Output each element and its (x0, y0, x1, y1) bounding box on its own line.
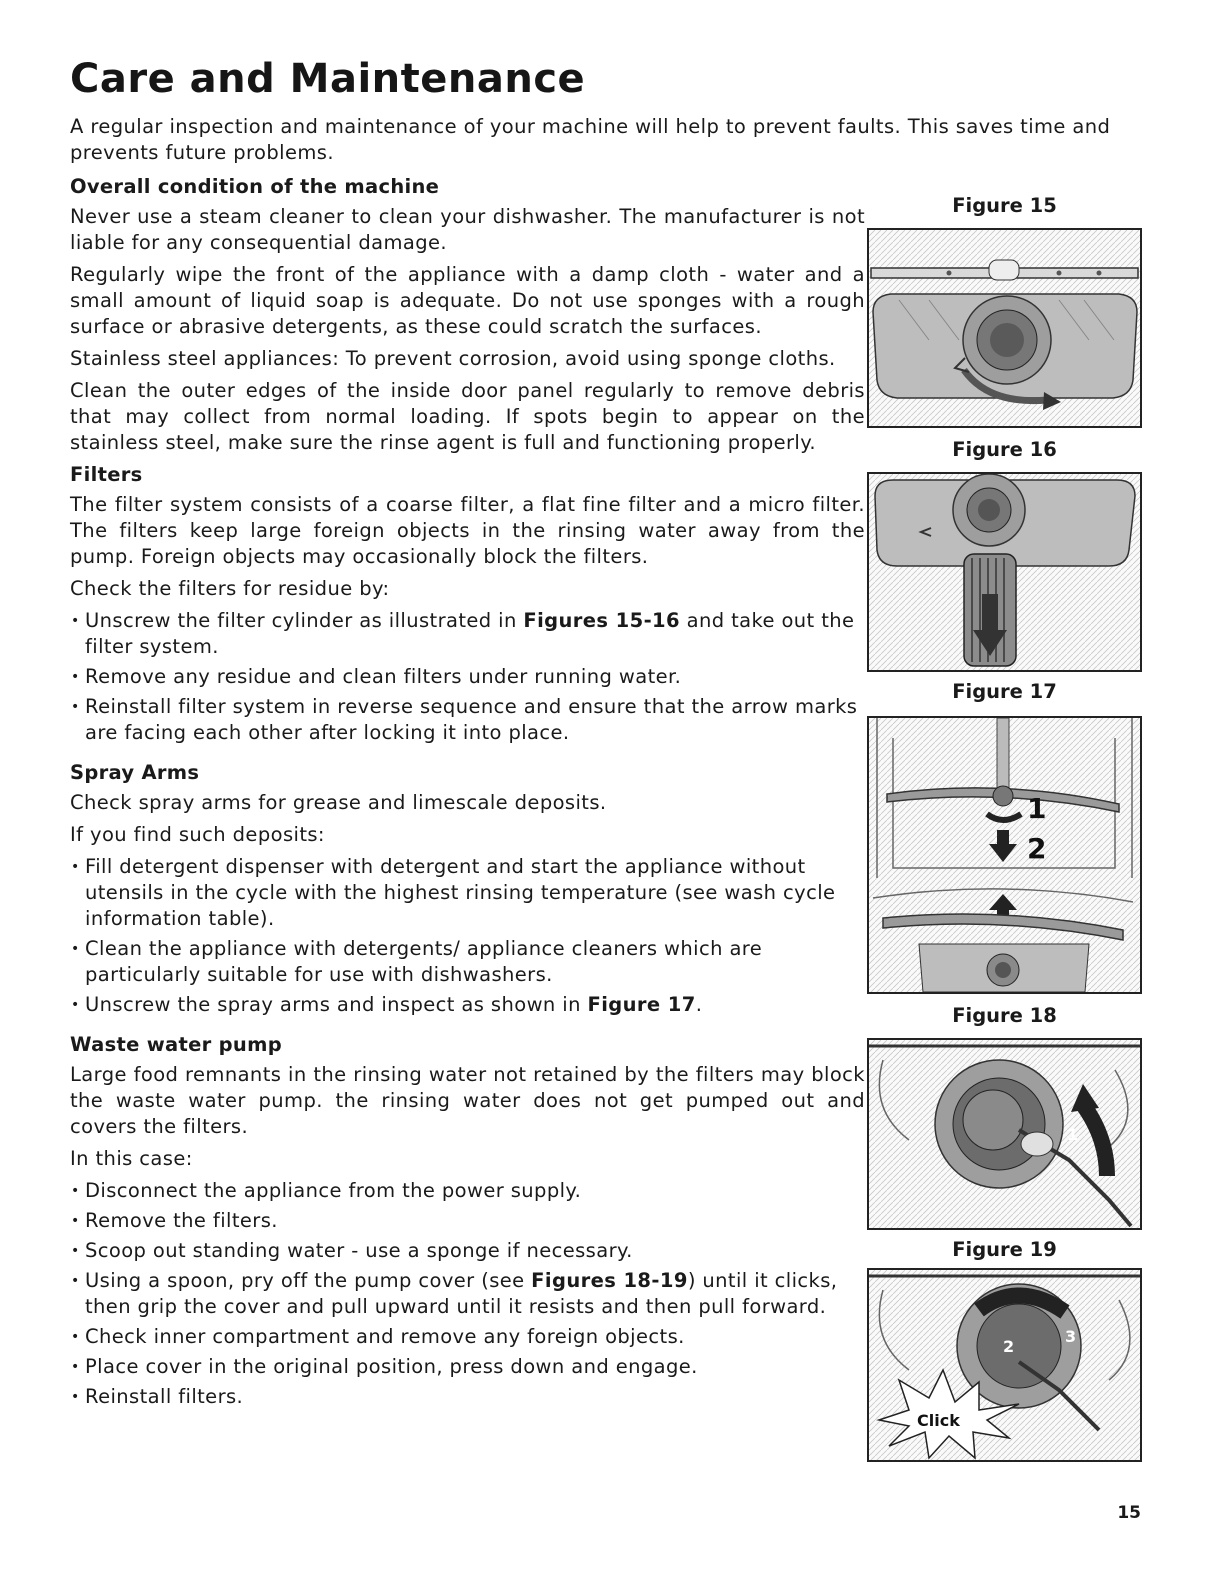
list-item: • Remove the filters. (71, 1209, 278, 1232)
figure-15-title: Figure 15 (952, 194, 1057, 217)
list-item: • Check inner compartment and remove any foreign objects. (71, 1325, 685, 1348)
bullet-mark: • (71, 1273, 80, 1289)
spray-steps-list (70, 854, 865, 1018)
figure-18-step-1: 1 (1067, 1125, 1079, 1144)
figure-18-illustration (867, 1038, 1142, 1230)
heading-waste-water-pump: Waste water pump (70, 1033, 282, 1056)
figure-reference: Figure 17 (587, 993, 696, 1016)
overall-paragraph-3: Stainless steel appliances: To prevent corrosion, avoid using sponge cloths. (70, 347, 836, 370)
figure-19-title: Figure 19 (952, 1238, 1057, 1261)
figure-reference: Figures 18-19 (531, 1269, 688, 1292)
bullet-mark: • (71, 699, 80, 715)
overall-paragraph-2: Regularly wipe the front of the appliance with a damp cloth - water and a small amount of liquid soap is adequate. Do not use sponges with a rough surface or abrasive detergents, as these could scratch the surfaces. (70, 263, 865, 338)
bullet-mark: • (71, 997, 80, 1013)
bullet-mark: • (71, 1243, 80, 1259)
bullet-mark: • (71, 1359, 80, 1375)
bullet-mark: • (71, 1183, 80, 1199)
page-title: Care and Maintenance (70, 56, 586, 102)
spray-paragraph-1: Check spray arms for grease and limescale deposits. (70, 791, 607, 814)
list-item: • Reinstall filters. (71, 1385, 244, 1408)
filters-paragraph-1: The filter system consists of a coarse filter, a flat fine filter and a micro filter. The filters keep large foreign objects in the rinsing water away from the pump. Foreign objects may occasionally block the filters. (70, 493, 865, 568)
figure-16-title: Figure 16 (952, 438, 1057, 461)
figure-19-step-2: 2 (1003, 1337, 1015, 1356)
figure-19-step-3: 3 (1065, 1327, 1077, 1346)
bullet-mark: • (71, 1329, 80, 1345)
pump-paragraph-2: In this case: (70, 1147, 193, 1170)
bullet-mark: • (71, 669, 80, 685)
list-item: • Unscrew the spray arms and inspect as shown in Figure 17. (71, 993, 703, 1016)
figure-18-title: Figure 18 (952, 1004, 1057, 1027)
bullet-mark: • (71, 1389, 80, 1405)
page-number: 15 (1117, 1503, 1141, 1523)
filters-steps-list (70, 608, 865, 746)
main-text-column (70, 174, 865, 1414)
figure-17-step-1: 1 (1027, 792, 1047, 825)
bullet-mark: • (71, 1213, 80, 1229)
bullet-mark: • (71, 613, 80, 629)
overall-paragraph-1: Never use a steam cleaner to clean your dishwasher. The manufacturer is not liable for any consequential damage. (70, 205, 865, 254)
figure-15-illustration (867, 228, 1142, 428)
list-item: • Using a spoon, pry off the pump cover (see Figures 18-19) until it clicks, then grip the cover and pull upward until it resists and then pull forward. (71, 1269, 838, 1318)
bullet-mark: • (71, 859, 80, 875)
figure-17-illustration (867, 716, 1142, 994)
figure-19-illustration (867, 1268, 1142, 1462)
figure-19-click-label: Click (917, 1411, 960, 1430)
bullet-mark: • (71, 941, 80, 957)
filters-paragraph-2: Check the filters for residue by: (70, 577, 390, 600)
intro-paragraph: A regular inspection and maintenance of your machine will help to prevent faults. This saves time and prevents future problems. (70, 115, 1111, 164)
list-item: • Fill detergent dispenser with detergent and start the appliance without utensils in the cycle with the highest rinsing temperature (see wash cycle information table). (71, 855, 836, 930)
list-item: • Place cover in the original position, press down and engage. (71, 1355, 698, 1378)
heading-spray-arms: Spray Arms (70, 761, 200, 784)
list-item: • Scoop out standing water - use a sponge if necessary. (71, 1239, 633, 1262)
heading-overall-condition: Overall condition of the machine (70, 175, 440, 198)
figure-17-title: Figure 17 (952, 680, 1057, 703)
figure-reference: Figures 15-16 (523, 609, 680, 632)
list-item: • Reinstall filter system in reverse sequence and ensure that the arrow marks are facing each other after locking it into place. (71, 695, 858, 744)
spray-paragraph-2: If you find such deposits: (70, 823, 325, 846)
overall-paragraph-4: Clean the outer edges of the inside door panel regularly to remove debris that may collect from normal loading. If spots begin to appear on the stainless steel, make sure the rinse agent is full and functioning properly. (70, 379, 865, 454)
pump-steps-list (70, 1178, 865, 1410)
list-item: • Unscrew the filter cylinder as illustrated in Figures 15-16 and take out the filter system. (71, 609, 855, 658)
heading-filters: Filters (70, 463, 143, 486)
list-item: • Disconnect the appliance from the power supply. (71, 1179, 582, 1202)
figure-17-step-2: 2 (1027, 832, 1047, 865)
figure-16-illustration (867, 472, 1142, 672)
list-item: • Remove any residue and clean filters under running water. (71, 665, 682, 688)
pump-paragraph-1: Large food remnants in the rinsing water not retained by the filters may block the waste water pump. the rinsing water does not get pumped out and covers the filters. (70, 1063, 865, 1138)
list-item: • Clean the appliance with detergents/ appliance cleaners which are particularly suitable for use with dishwashers. (71, 937, 763, 986)
